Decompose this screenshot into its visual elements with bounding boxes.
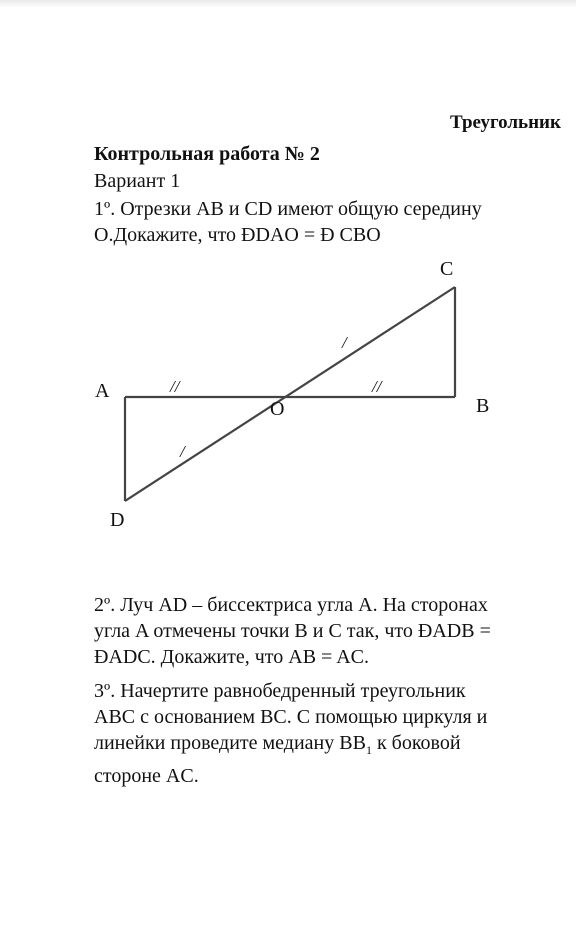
task-2 xyxy=(94,592,564,670)
doc-title: Контрольная работа № 2 xyxy=(94,143,320,165)
task-3-line-3-start: линейки проведите медиану BB xyxy=(94,732,366,754)
variant-label: Вариант 1 xyxy=(94,170,181,192)
task-1-line-1: 1º. Отрезки AB и CD имеют общую середину xyxy=(94,198,482,220)
median-subscript: 1 xyxy=(365,743,372,757)
task-3-line-3-end: к боковой xyxy=(371,732,461,754)
task-2-line-3: ÐADC. Докажите, что AB = AC. xyxy=(94,646,370,668)
task-3-line-1: 3º. Начертите равнобедренный треугольник xyxy=(94,680,466,702)
task-1-line-2: O.Докажите, что ÐDAO = Ð CBO xyxy=(94,224,381,246)
task-2-line-1: 2º. Луч AD – биссектриса угла A. На сторонах xyxy=(94,594,488,616)
task-3-line-4: стороне AC. xyxy=(94,765,199,787)
point-label-d: D xyxy=(110,509,125,531)
point-label-o: O xyxy=(270,398,285,420)
tick-mark-oc: / xyxy=(342,333,347,352)
task-3 xyxy=(94,678,564,789)
task-3-line-3 xyxy=(94,730,564,763)
task-2-line-2: угла A отмечены точки B и C так, что ÐADB = xyxy=(94,620,491,642)
task-3-line-2: ABC с основанием BC. С помощью циркуля и xyxy=(94,706,488,728)
point-label-c: C xyxy=(440,258,454,280)
point-label-a: A xyxy=(95,380,110,402)
point-label-b: B xyxy=(476,395,490,417)
tick-mark-od: / xyxy=(180,442,185,461)
tick-mark-ao: // xyxy=(170,377,180,396)
header-title: Треугольник xyxy=(450,112,561,133)
tick-mark-ob: // xyxy=(372,377,382,396)
